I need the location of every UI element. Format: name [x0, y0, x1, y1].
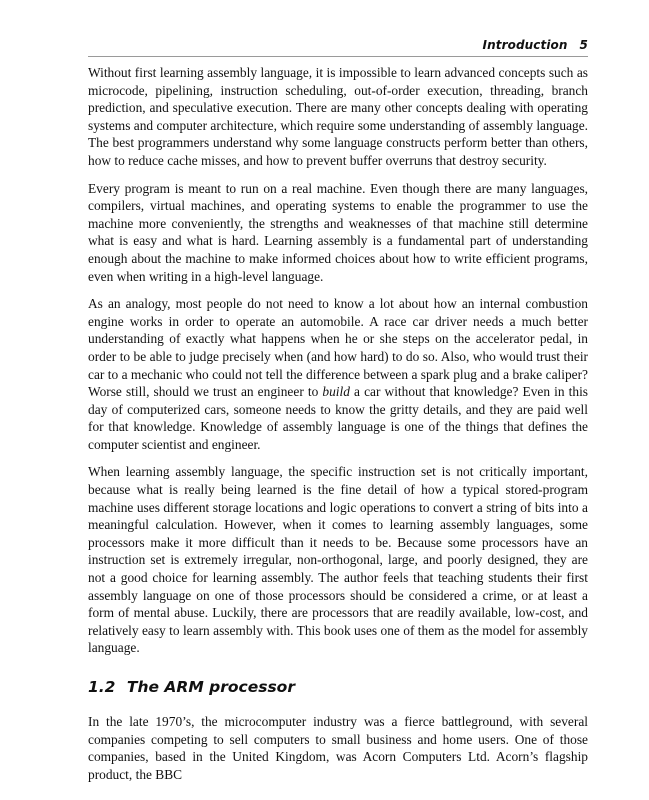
- section-number: 1.2: [88, 678, 116, 696]
- paragraph-car-analogy-part1: As an analogy, most people do not need to know a lot about how an internal combustion engine works in order to operate an automobile. A race car driver needs a much better understanding of exactly what happens when he or she steps on the accelerator pedal, in order to be able to judge precisely when (and how hard) to do so. Also, who would trust their car to a mechanic who could not tell the difference between a spark plug and a brake caliper? Worse still, should we trust an engineer to: [88, 296, 588, 400]
- header-rule: [88, 56, 588, 57]
- page-number: 5: [579, 38, 588, 52]
- paragraph-real-machine: Every program is meant to run on a real machine. Even though there are many languages, compilers, virtual machines, and operating systems to enable the programmer to use the machine more conveniently, the strengths and weaknesses of that machine still determine what is easy and what is hard. Learning assembly is a fundamental part of understanding enough about the machine to make informed choices about how to write efficient programs, even when writing in a high-level language.: [88, 180, 588, 284]
- paragraph-assembly-concepts: Without first learning assembly language, it is impossible to learn advanced concepts such as microcode, pipelining, instruction scheduling, out-of-order execution, threading, branch prediction, and speculative execution. There are many other concepts dealing with operating systems and computer architecture, which require some understanding of assembly language. The best programmers understand why some language constructs perform better than others, how to reduce cache misses, and how to prevent buffer overruns that destroy security.: [88, 65, 588, 168]
- paragraph-microcomputer-industry: In the late 1970’s, the microcomputer industry was a fierce battleground, with several companies competing to sell computers to small business and home users. One of those companies, based in the United Kingdom, was Acorn Computers Ltd. Acorn’s flagship product, the BBC: [88, 714, 588, 782]
- section-heading: [88, 677, 588, 697]
- section-title: The ARM processor: [126, 678, 295, 696]
- running-header: [483, 38, 588, 52]
- paragraph-instruction-set: When learning assembly language, the specific instruction set is not critically important, because what is really being learned is the fine detail of how a typical stored-program machine uses different storage locations and logic operations to convert a string of bits into a meaningful calculation. However, when it comes to learning assembly languages, some processors make it more difficult than it needs to be. Because some processors have an instruction set is extremely irregular, non-orthogonal, large, and poorly designed, they are not a good choice for learning assembly. The author feels that teaching students their first assembly language on one of those processors should be considered a crime, or at least a form of mental abuse. Luckily, there are processors that are readily available, low-cost, and relatively easy to learn assembly with. This book uses one of them as the model for assembly language.: [88, 464, 588, 656]
- emphasis-build: build: [322, 384, 350, 400]
- paragraph-car-analogy-part2: a car without that knowledge? Even in this day of computerized cars, someone needs to know the gritty details, and they are paid well for that knowledge. Knowledge of assembly language is one of the things that defines the computer scientist and engineer.: [88, 384, 588, 452]
- body-text: [88, 64, 588, 793]
- paragraph-car-analogy: [88, 295, 588, 453]
- running-header-title: Introduction: [482, 38, 568, 52]
